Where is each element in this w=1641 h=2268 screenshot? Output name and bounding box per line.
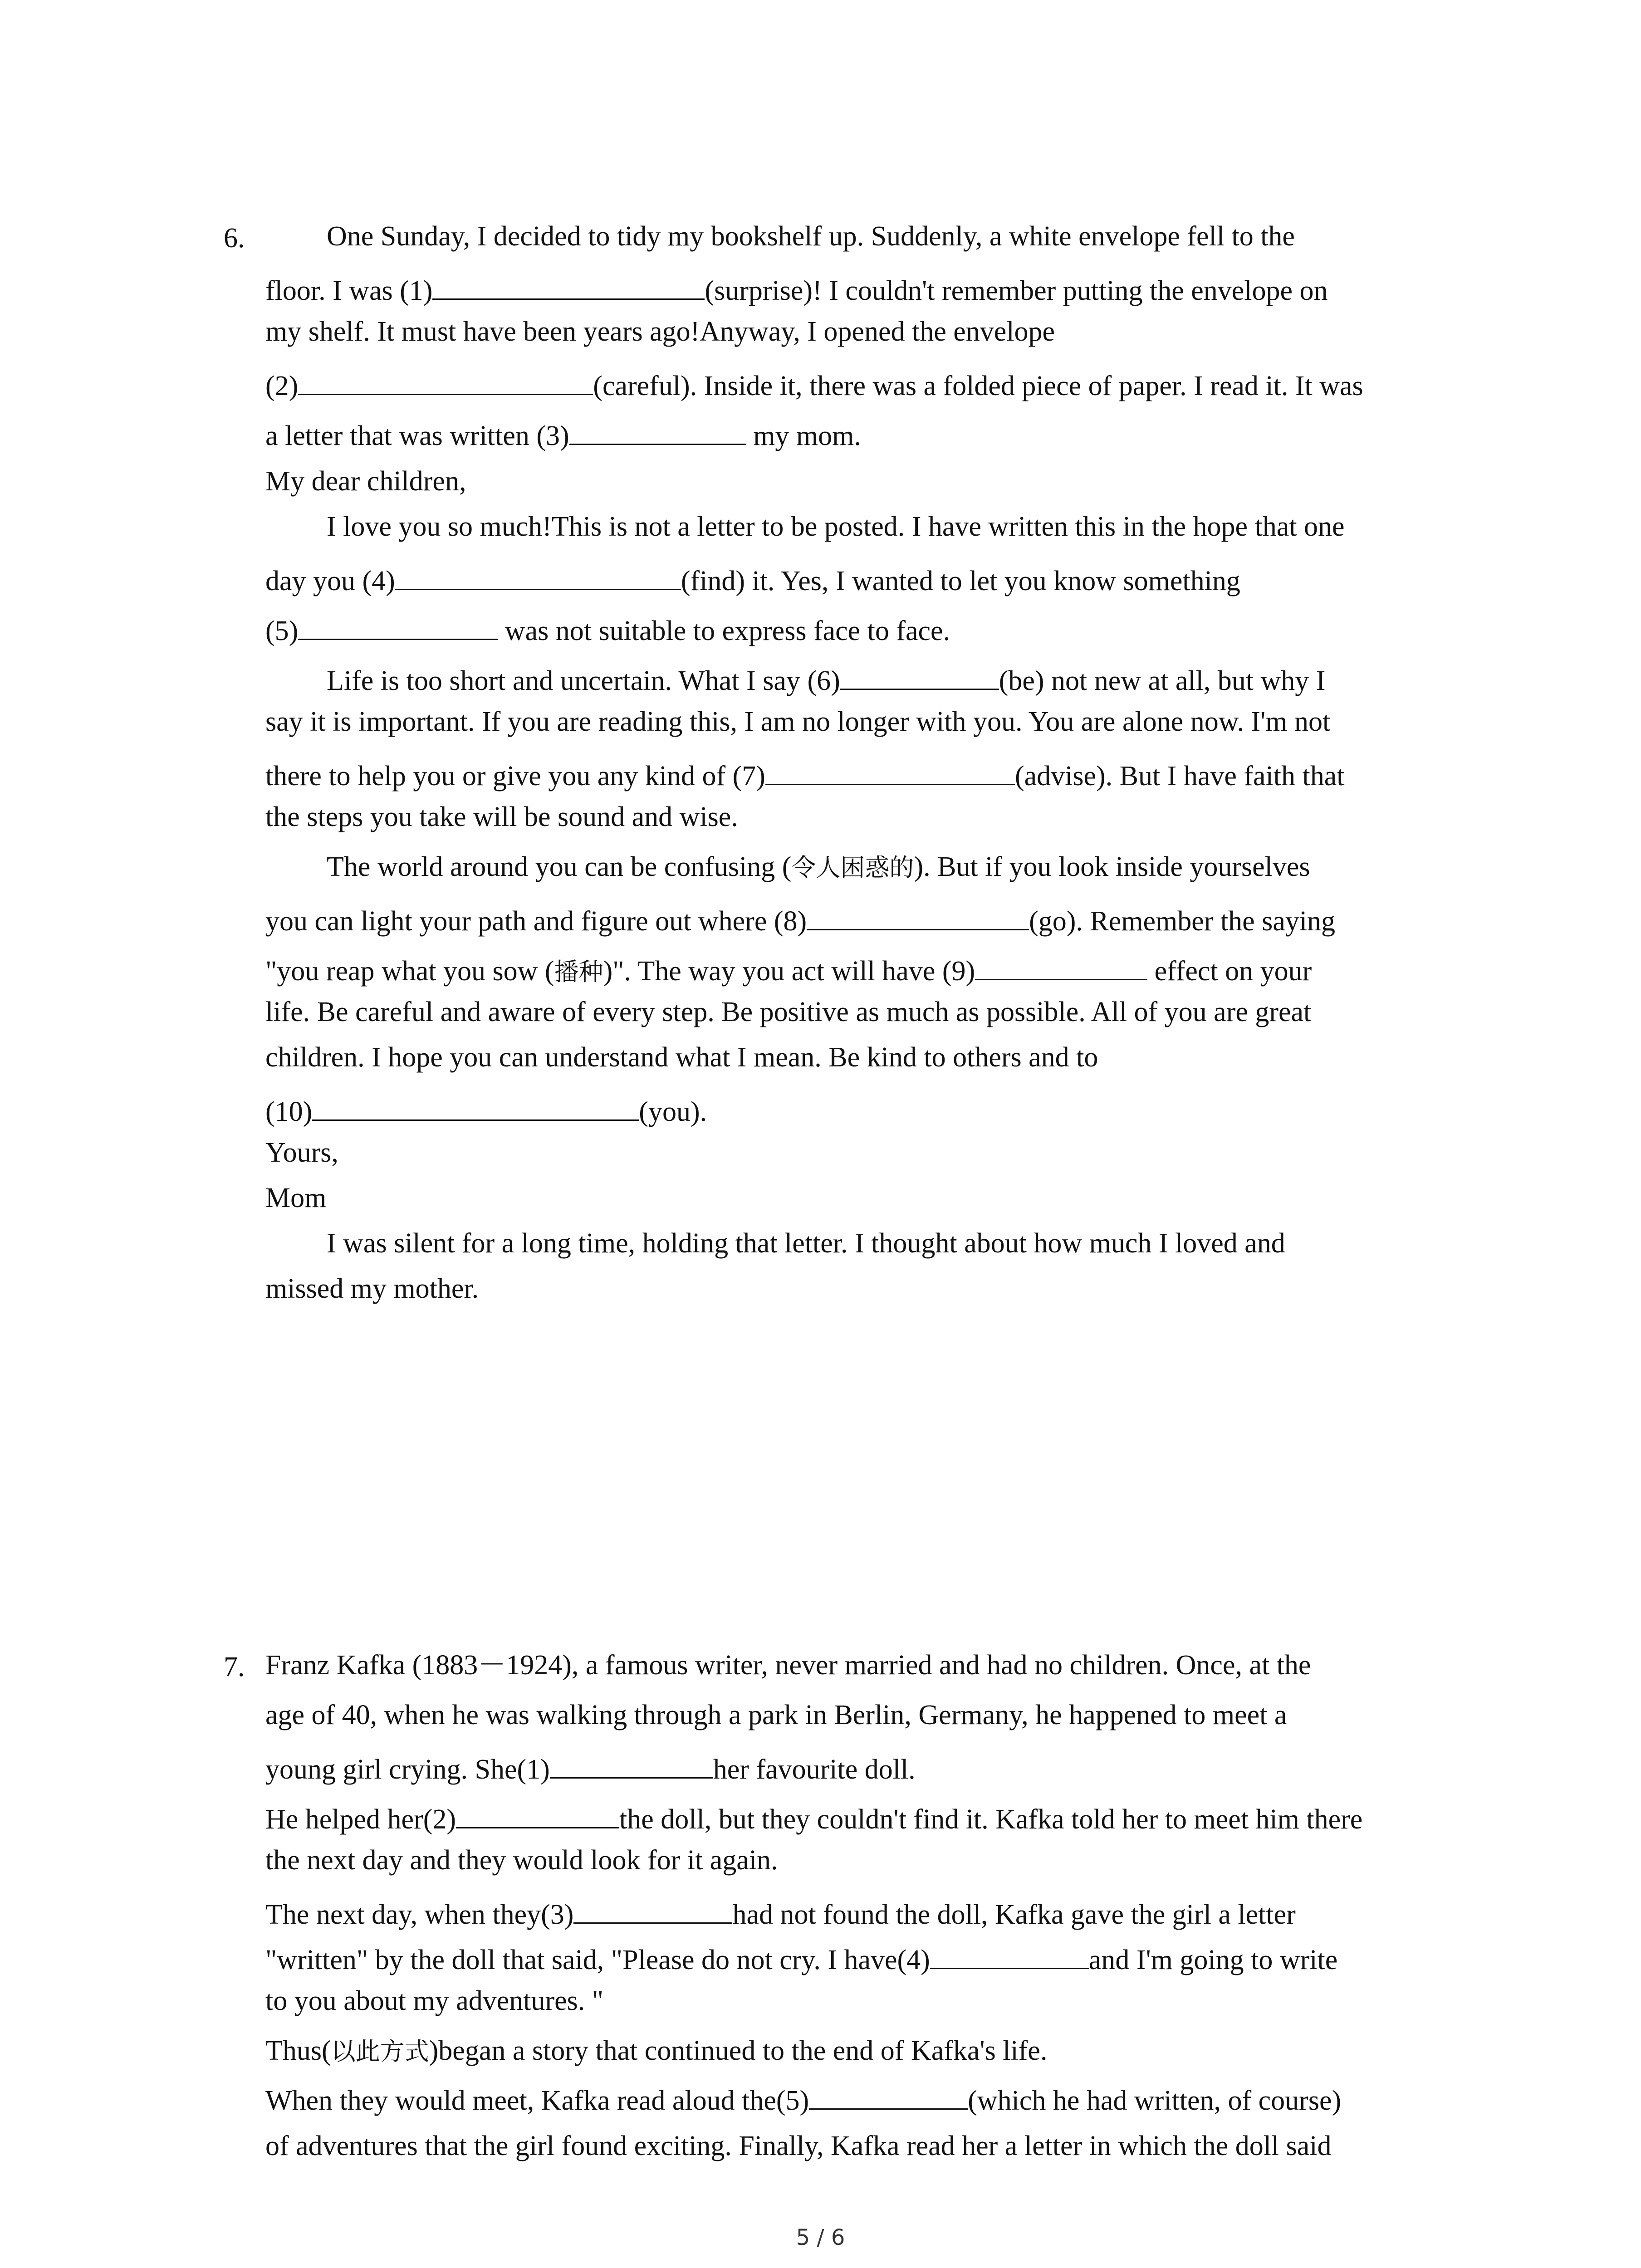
passage-line	[327, 513, 1345, 541]
answer-blank[interactable]	[456, 1801, 619, 1828]
line-text: (10)	[265, 1096, 313, 1127]
answer-blank[interactable]	[807, 903, 1029, 930]
line-text: young girl crying. She(1)	[265, 1754, 550, 1785]
line-text: When they would meet, Kafka read aloud the(5)	[265, 2085, 809, 2116]
line-text: the next day and they would look for it again.	[265, 1845, 778, 1876]
question-7-number: 7.	[224, 1652, 245, 1682]
line-text: 以此方式	[331, 2037, 429, 2066]
passage-line	[265, 272, 1328, 305]
page-number: 5 / 6	[796, 2225, 845, 2250]
answer-blank[interactable]	[975, 953, 1147, 980]
line-text: (go). Remember the saying	[1029, 906, 1336, 937]
passage-line	[265, 953, 1312, 985]
passage-line	[265, 1275, 479, 1303]
line-text: 令人困惑的	[791, 853, 914, 882]
passage-line	[265, 1751, 916, 1784]
line-text: effect on your	[1147, 956, 1312, 987]
passage-line	[265, 467, 466, 495]
answer-blank[interactable]	[298, 612, 498, 640]
line-text: "you reap what you sow (	[265, 956, 554, 987]
passage-line	[265, 1801, 1362, 1833]
line-text: day you (4)	[265, 566, 395, 596]
line-text: had not found the doll, Kafka gave the girl a letter	[732, 1899, 1296, 1930]
answer-blank[interactable]	[840, 662, 999, 690]
answer-blank[interactable]	[809, 2082, 968, 2110]
line-text: (5)	[265, 616, 299, 646]
passage-line	[265, 998, 1311, 1026]
line-text: missed my mother.	[265, 1273, 479, 1304]
line-text: "written" by the doll that said, "Please do not cry. I have(4)	[265, 1945, 930, 1975]
line-text: )". The way you act will have (9)	[603, 956, 975, 987]
passage-line	[265, 1651, 1311, 1679]
line-text: (which he had written, of course)	[968, 2085, 1342, 2116]
line-text: (2)	[265, 371, 299, 401]
answer-blank[interactable]	[550, 1751, 713, 1779]
passage-line	[327, 662, 1325, 695]
answer-blank[interactable]	[395, 562, 681, 590]
passage-line	[265, 2082, 1341, 2115]
line-text: Mom	[265, 1183, 327, 1213]
line-text: (be) not new at all, but why I	[999, 665, 1326, 696]
line-text: the steps you take will be sound and wise.	[265, 802, 738, 832]
passage-line	[265, 318, 1055, 346]
line-text: Franz Kafka (1883－1924), a famous writer, never married and had no children. Once, at the	[265, 1650, 1311, 1681]
line-text: children. I hope you can understand what I mean. Be kind to others and to	[265, 1042, 1098, 1073]
line-text: her favourite doll.	[713, 1754, 916, 1785]
line-text: Thus(	[265, 2035, 331, 2066]
line-text: to you about my adventures. "	[265, 1985, 604, 2016]
passage-line	[265, 2132, 1332, 2160]
passage-line	[265, 803, 738, 831]
line-text: I was silent for a long time, holding that letter. I thought about how much I loved and	[327, 1228, 1285, 1259]
passage-line	[265, 367, 1363, 400]
line-text: 播种	[554, 958, 603, 986]
line-text: age of 40, when he was walking through a park in Berlin, Germany, he happened to meet a	[265, 1700, 1287, 1730]
line-text: (find) it. Yes, I wanted to let you know something	[681, 566, 1240, 596]
passage-line	[265, 1701, 1287, 1729]
passage-line	[265, 1846, 778, 1874]
passage-line	[265, 903, 1335, 935]
answer-blank[interactable]	[573, 1896, 732, 1924]
passage-line	[265, 1093, 707, 1126]
line-text: and I'm going to write	[1088, 1945, 1338, 1975]
passage-line	[265, 562, 1240, 595]
passage-line	[265, 758, 1345, 790]
answer-blank[interactable]	[298, 367, 593, 395]
line-text: ). But if you look inside yourselves	[914, 851, 1310, 882]
line-text: He helped her(2)	[265, 1804, 456, 1835]
line-text: my shelf. It must have been years ago!Anyway, I opened the envelope	[265, 316, 1055, 347]
passage-line	[327, 853, 1310, 881]
line-text: (advise). But I have faith that	[1014, 761, 1345, 792]
answer-blank[interactable]	[312, 1093, 639, 1121]
answer-blank[interactable]	[432, 272, 705, 300]
passage-line	[265, 612, 950, 645]
line-text: the doll, but they couldn't find it. Kafka told her to meet him there	[619, 1804, 1363, 1835]
line-text: (you).	[639, 1096, 707, 1127]
line-text: (careful). Inside it, there was a folded piece of paper. I read it. It was	[593, 371, 1363, 401]
passage-line	[265, 708, 1330, 736]
line-text: )began a story that continued to the end of Kafka's life.	[429, 2035, 1048, 2066]
passage-line	[327, 222, 1295, 250]
passage-line	[265, 1184, 326, 1212]
passage-line	[265, 417, 861, 450]
line-text: there to help you or give you any kind of (7)	[265, 761, 765, 792]
line-text: you can light your path and figure out where (8)	[265, 906, 807, 937]
answer-blank[interactable]	[930, 1941, 1089, 1969]
line-text: my mom.	[746, 420, 861, 451]
line-text: of adventures that the girl found exciting. Finally, Kafka read her a letter in which the doll said	[265, 2131, 1332, 2161]
passage-line	[327, 1229, 1285, 1257]
passage-line	[265, 1043, 1098, 1071]
passage-line	[265, 1139, 338, 1167]
line-text: The next day, when they(3)	[265, 1899, 574, 1930]
line-text: The world around you can be confusing (	[327, 851, 792, 882]
passage-line	[265, 1896, 1296, 1929]
passage-line	[265, 2037, 1047, 2065]
line-text: One Sunday, I decided to tidy my bookshelf up. Suddenly, a white envelope fell to the	[327, 221, 1295, 252]
passage-line	[265, 1987, 603, 2015]
line-text: life. Be careful and aware of every step. Be positive as much as possible. All of you are great	[265, 997, 1312, 1027]
line-text: was not suitable to express face to face.	[498, 616, 950, 646]
line-text: a letter that was written (3)	[265, 420, 569, 451]
line-text: My dear children,	[265, 466, 466, 497]
line-text: Life is too short and uncertain. What I say (6)	[327, 665, 840, 696]
answer-blank[interactable]	[765, 758, 1015, 785]
question-6-number: 6.	[224, 223, 245, 254]
line-text: (surprise)! I couldn't remember putting the envelope on	[705, 275, 1328, 306]
line-text: say it is important. If you are reading this, I am no longer with you. You are alone now. I'm not	[265, 706, 1331, 737]
line-text: I love you so much!This is not a letter to be posted. I have written this in the hope that one	[327, 511, 1345, 542]
passage-line	[265, 1941, 1337, 1974]
answer-blank[interactable]	[569, 417, 746, 445]
line-text: Yours,	[265, 1137, 338, 1168]
line-text: floor. I was (1)	[265, 275, 433, 306]
